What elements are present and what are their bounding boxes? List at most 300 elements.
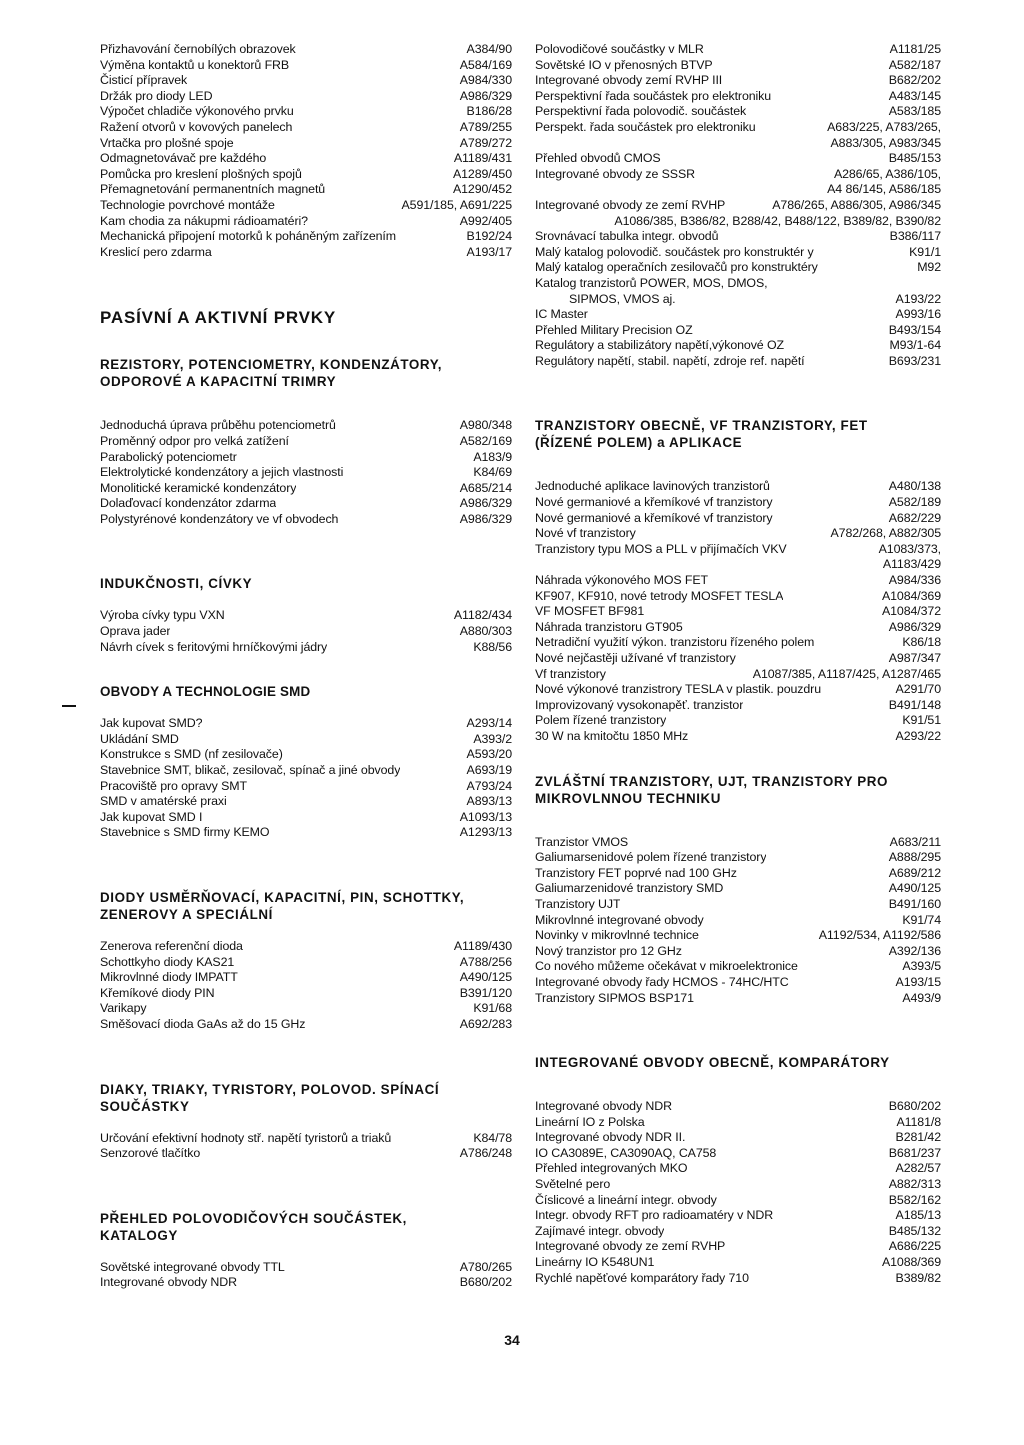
index-entry [535,198,941,214]
index-entry [535,1177,941,1193]
index-entry [100,450,512,466]
entry-reference: A1192/534, A1192/586 [818,928,941,943]
entry-title: Nové výkonové tranzistrory TESLA v plastik. pouzdru [535,682,821,697]
entry-reference: A789/255 [459,119,512,134]
entry-title: Integrované obvody ze zemí RVHP [535,1239,726,1254]
entry-title: Zenerova referenční dioda [100,939,243,953]
entry-reference: B389/82 [895,1270,941,1285]
entry-reference: A980/348 [459,418,512,433]
entry-reference: B682/202 [888,73,941,88]
index-entry [535,1099,941,1115]
spacer [535,369,941,417]
entry-title: Jak kupovat SMD? [100,716,203,731]
spacer [535,745,941,773]
entry-title: IC Master [535,307,588,322]
entry-reference: A880/303 [459,624,512,639]
entry-reference: K86/18 [902,635,941,650]
entry-title: Sovětské integrované obvody TTL [100,1259,285,1274]
entry-reference: B485/132 [888,1223,941,1238]
spacer [100,655,512,683]
index-entry [535,913,941,929]
spacer [100,923,512,939]
page-number: 34 [504,1332,520,1348]
entry-title: Stavebnice SMT, blikač, zesilovač, spínač a jiné obvody [100,763,401,778]
entry-reference: A582/189 [888,495,941,510]
entry-reference: A986/329 [459,88,512,103]
index-entry [535,944,941,960]
entry-title: Malý katalog polovodič. součástek pro konstruktér y [535,244,814,259]
entry-title: Integrované obvody NDR [535,1099,672,1114]
index-entry [100,58,512,74]
index-entry [100,104,512,120]
entry-reference: A782/268, A882/305 [830,526,941,541]
entry-title: IO CA3089E, CA3090AQ, CA758 [535,1145,717,1160]
entry-title: KF907, KF910, nové tetrody MOSFET TESLA [535,588,784,603]
index-entry [535,959,941,975]
index-entry [100,42,512,58]
entry-reference: A286/65, A386/105, [833,166,941,181]
entry-reference: A893/13 [466,794,512,809]
index-entry [100,434,512,450]
entry-reference: K84/69 [473,465,512,480]
index-entry [100,120,512,136]
index-entry [535,1224,941,1240]
entry-title: SIPMOS, VMOS aj. [569,291,676,306]
index-entry [535,120,941,136]
index-entry [100,418,512,434]
entry-title: Mikrovlnné integrované obvody [535,912,704,927]
entry-reference: M92 [917,260,941,275]
index-entry [100,167,512,183]
index-entry [100,1260,512,1276]
index-entry [535,991,941,1007]
section-heading: KATALOGY [100,1227,178,1243]
entry-reference: A1289/450 [452,166,512,181]
entry-reference: A1189/431 [453,151,512,166]
entry-reference: A1181/25 [889,42,941,56]
index-entry [535,1255,941,1271]
index-entry [100,608,512,624]
entry-reference: A384/90 [466,42,512,56]
index-entry [100,939,512,955]
spacer [535,1006,941,1054]
entry-title: Integrované obvody ze SSSR [535,166,695,181]
right-column [535,42,941,1286]
index-entry [535,323,941,339]
index-entry [535,1130,941,1146]
entry-reference: B680/202 [888,1099,941,1114]
index-entry [100,640,512,656]
entry-reference: A493/9 [902,990,941,1005]
spacer [100,1244,512,1260]
entry-reference: A1181/8 [896,1114,941,1129]
index-entry [100,214,512,230]
entry-reference: A583/185 [888,104,941,119]
index-entry [535,1146,941,1162]
entry-reference: B493/154 [888,322,941,337]
entry-title: Galiumarsenidové polem řízené tranzistory [535,850,767,865]
entry-title: Varikapy [100,1001,147,1016]
entry-reference: A984/330 [459,73,512,88]
index-entry [100,810,512,826]
entry-reference: A1183/429 [882,557,941,572]
entry-reference: A992/405 [459,213,512,228]
entry-reference: B491/148 [888,697,941,712]
entry-title: Přehled integrovaných MKO [535,1161,688,1176]
entry-reference: B681/237 [888,1145,941,1160]
index-entry [100,73,512,89]
entry-reference: A193/22 [895,291,941,306]
index-entry [535,167,941,183]
entry-title: 30 W na kmitočtu 1850 MHz [535,728,689,743]
entry-title: Ražení otvorů v kovových panelech [100,119,293,134]
index-entry [535,729,941,745]
entry-reference: A683/225, A783/265, [827,119,941,134]
index-entry [100,136,512,152]
index-entry [100,732,512,748]
entry-title: Polystyrénové kondenzátory ve vf obvodech [100,511,339,526]
entry-reference: K91/51 [902,713,941,728]
section-heading: ZENEROVY A SPECIÁLNÍ [100,907,273,922]
spacer [100,527,512,575]
entry-reference: B192/24 [466,229,512,244]
index-entry [535,1239,941,1255]
index-entry [100,496,512,512]
entry-reference: A685/214 [459,480,512,495]
entry-reference: B186/28 [466,104,512,119]
margin-dash [62,705,76,707]
index-entry [535,354,941,370]
entry-reference: A293/22 [895,728,941,743]
section-heading: MIKROVLNNOU TECHNIKU [535,790,722,806]
entry-reference: A393/5 [902,959,941,974]
index-entry [535,214,941,230]
entry-title: Čisticí přípravek [100,73,188,88]
section-heading: PŘEHLED POLOVODIČOVÝCH SOUČÁSTEK, [100,1210,407,1226]
index-entry [535,260,941,276]
entry-reference: A185/13 [895,1208,941,1223]
index-entry [535,1208,941,1224]
entry-reference: K91/68 [473,1001,512,1016]
spacer [535,1071,941,1099]
entry-title: Proměnný odpor pro velká zatížení [100,433,289,448]
spacer [100,592,512,608]
index-entry [535,89,941,105]
section-heading: DIAKY, TRIAKY, TYRISTORY, POLOVOD. SPÍNACÍ [100,1081,440,1097]
entry-title: Integr. obvody RFT pro radioamatéry v NDR [535,1208,774,1223]
entry-reference: K88/56 [473,639,512,654]
entry-reference: A789/272 [459,135,512,150]
index-entry [100,182,512,198]
index-entry [535,292,941,308]
index-entry [535,1115,941,1131]
entry-title: Perspektivní řada součástek pro elektroniku [535,88,772,103]
entry-reference: A1290/452 [452,182,512,197]
entry-title: Mechanická připojení motorků k poháněným zařízením [100,229,396,244]
entry-title: Srovnávací tabulka integr. obvodů [535,229,719,244]
entry-title: Nové vf tranzistory [535,526,636,541]
entry-title: Nové germaniové a křemíkové vf tranzistory [535,495,773,510]
entry-title: Mikrovlnné diody IMPATT [100,970,238,985]
entry-title: Katalog tranzistorů POWER, MOS, DMOS, [535,275,768,290]
entry-title: Tranzistor VMOS [535,834,629,849]
entry-reference: A984/336 [888,573,941,588]
index-entry [535,881,941,897]
entry-reference: A584/169 [459,57,512,72]
entry-title: Lineární IO z Polska [535,1114,645,1129]
entry-title: Číslicové a lineární integr. obvody [535,1192,717,1207]
entry-title: Výměna kontaktů u konektorů FRB [100,57,290,72]
entry-reference: A4 86/145, A586/185 [827,182,941,197]
entry-reference: A193/17 [466,244,512,259]
entry-title: Určování efektivní hodnoty stř. napětí tyristorů a triaků [100,1130,392,1145]
spacer [100,390,512,418]
entry-title: Co nového můžeme očekávat v mikroelektronice [535,959,798,974]
entry-title: Konstrukce s SMD (nf zesilovače) [100,747,283,762]
entry-reference: A1088/369 [881,1255,941,1270]
entry-title: Integrované obvody zemí RVHP III [535,73,723,88]
entry-title: Tranzistory typu MOS a PLL v přijímačích VKV [535,541,787,556]
entry-title: Oprava jader [100,624,171,639]
index-entry [535,975,941,991]
index-entry [100,245,512,261]
index-entry [100,747,512,763]
entry-reference: A987/347 [888,651,941,665]
index-entry [535,713,941,729]
index-entry [100,1017,512,1033]
index-entry [100,779,512,795]
spacer [100,1162,512,1210]
section-heading: PASÍVNÍ A AKTIVNÍ PRVKY [100,308,336,328]
entry-reference: A1086/385, B386/82, B288/42, B488/122, B389/82, B390/82 [614,213,941,228]
index-entry [535,698,941,714]
entry-title: Tranzistory SIPMOS BSP171 [535,990,694,1005]
entry-title: Zajímavé integr. obvody [535,1223,665,1238]
entry-reference: A1293/13 [459,825,512,840]
entry-reference: A793/24 [466,778,512,793]
index-entry [100,794,512,810]
entry-reference: A1093/13 [459,809,512,824]
section-heading: INTEGROVANÉ OBVODY OBECNĚ, KOMPARÁTORY [535,1055,890,1071]
entry-title: Přehled Military Precision OZ [535,322,693,337]
index-entry [535,276,941,292]
entry-title: Směšovací dioda GaAs až do 15 GHz [100,1016,306,1031]
entry-title: Kreslicí pero zdarma [100,244,212,259]
entry-title: Pomůcka pro kreslení plošných spojů [100,166,302,181]
index-entry [535,338,941,354]
entry-title: Monolitické keramické kondenzátory [100,480,297,495]
entry-reference: A686/225 [888,1239,941,1254]
entry-title: VF MOSFET BF981 [535,604,645,619]
entry-title: Jednoduché aplikace lavinových tranzistorů [535,479,770,494]
entry-title: Vrtačka pro plošné spoje [100,135,234,150]
entry-title: Držák pro diody LED [100,88,213,103]
spacer [535,451,941,479]
spacer [100,1115,512,1131]
entry-reference: A393/2 [473,731,512,746]
entry-reference: B485/153 [888,151,941,166]
entry-title: Tranzistory FET poprvé nad 100 GHz [535,865,737,880]
entry-title: Výroba cívky typu VXN [100,608,225,623]
entry-title: Regulátory napětí, stabil. napětí, zdroje ref. napětí [535,353,805,368]
entry-reference: K91/1 [909,244,941,259]
index-entry [535,42,941,58]
spacer [100,260,512,308]
entry-reference: A1087/385, A1187/425, A1287/465 [752,666,941,681]
index-entry [535,897,941,913]
entry-reference: B391/120 [459,985,512,1000]
entry-reference: A993/16 [895,307,941,322]
index-entry [100,624,512,640]
index-entry [535,245,941,261]
entry-title: Odmagnetovávač pre každého [100,151,267,166]
index-entry [100,512,512,528]
entry-title: Netradiční využití výkon. tranzistoru řízeného polem [535,635,815,650]
entry-reference: K84/78 [473,1130,512,1145]
entry-title: Perspekt. řada součástek pro elektroniku [535,119,756,134]
entry-reference: A1084/372 [881,604,941,619]
index-entry [535,182,941,198]
entry-reference: M93/1-64 [889,338,941,353]
entry-title: Ukládání SMD [100,731,179,746]
entry-reference: B386/117 [889,229,941,244]
index-entry [535,667,941,683]
index-entry [100,970,512,986]
entry-title: Nové germaniové a křemíkové vf tranzistory [535,510,773,525]
entry-reference: A882/313 [888,1177,941,1192]
entry-title: Elektrolytické kondenzátory a jejich vlastnosti [100,465,344,480]
index-entry [535,58,941,74]
index-entry [100,229,512,245]
index-entry [535,151,941,167]
index-entry [535,557,941,573]
entry-title: Jednoduchá úprava průběhu potenciometrů [100,418,336,433]
index-entry [535,850,941,866]
entry-title: Technologie povrchové montáže [100,197,275,212]
entry-reference: A888/295 [888,850,941,865]
entry-title: Malý katalog operačních zesilovačů pro konstruktéry [535,260,818,275]
entry-title: Náhrada tranzistoru GT905 [535,619,683,634]
section-heading: ODPOROVÉ A KAPACITNÍ TRIMRY [100,374,337,390]
index-entry [535,136,941,152]
index-entry [100,825,512,841]
entry-reference: A682/229 [888,510,941,525]
index-entry [100,1131,512,1147]
entry-title: Světelné pero [535,1177,611,1192]
entry-reference: A293/14 [466,716,512,731]
entry-title: Přizhavování černobílých obrazovek [100,42,296,56]
index-entry [535,229,941,245]
index-entry [535,604,941,620]
entry-title: Rychlé napěťové komparátory řady 710 [535,1270,749,1285]
index-entry [100,465,512,481]
entry-reference: A986/329 [459,496,512,511]
entry-title: Improvizovaný vysokonapěť. tranzistor [535,697,744,712]
entry-title: Integrované obvody řady HCMOS - 74HC/HTC [535,974,789,989]
entry-title: Sovětské IO v přenosných BTVP [535,57,713,72]
entry-reference: A986/329 [888,619,941,634]
entry-title: Dolaďovací kondenzátor zdarma [100,496,277,511]
entry-reference: A582/169 [459,433,512,448]
entry-reference: A183/9 [473,449,512,464]
index-entry [100,716,512,732]
index-entry [535,1271,941,1287]
entry-title: Parabolický potenciometr [100,449,237,464]
index-entry [535,620,941,636]
entry-reference: A291/70 [895,682,941,697]
section-heading: SOUČÁSTKY [100,1098,190,1114]
index-entry [535,307,941,323]
entry-title: Nové nejčastěji užívané vf tranzistory [535,651,736,665]
index-entry [535,589,941,605]
index-entry [535,511,941,527]
entry-title: Výpočet chladiče výkonového prvku [100,104,294,119]
index-entry [535,1161,941,1177]
entry-reference: A1084/369 [881,588,941,603]
entry-title: Integrované obvody NDR [100,1275,237,1290]
spacer [100,1033,512,1081]
entry-title: Přemagnetování permanentních magnetů [100,182,326,197]
section-heading: OBVODY A TECHNOLOGIE SMD [100,684,311,700]
entry-reference: A683/211 [889,834,941,849]
left-column [100,42,512,1291]
entry-reference: A1083/373, [878,541,941,556]
entry-title: Polem řízené tranzistory [535,713,667,728]
index-entry [100,955,512,971]
section-heading: (ŘÍZENÉ POLEM) a APLIKACE [535,435,743,451]
entry-reference: A692/283 [459,1016,512,1031]
index-entry [535,542,941,558]
index-entry [535,651,941,667]
entry-reference: A282/57 [895,1161,941,1176]
entry-reference: A593/20 [466,747,512,762]
index-entry [535,1193,941,1209]
entry-title: SMD v amatérské praxi [100,794,227,809]
entry-reference: B693/231 [888,353,941,368]
index-entry [100,89,512,105]
index-entry [100,481,512,497]
entry-title: Polovodičové součástky v MLR [535,42,704,56]
entry-title: Stavebnice s SMD firmy KEMO [100,825,270,840]
entry-title: Křemíkové diody PIN [100,985,215,1000]
entry-reference: A780/265 [459,1259,512,1274]
index-entry [100,1275,512,1291]
entry-reference: B491/160 [888,896,941,911]
spacer [100,841,512,889]
entry-title: Lineárny IO K548UN1 [535,1255,655,1270]
index-entry [100,151,512,167]
section-heading: DIODY USMĚRŇOVACÍ, KAPACITNÍ, PIN, SCHOTTKY, [100,890,465,905]
index-entry [535,573,941,589]
index-entry [535,479,941,495]
index-entry [100,986,512,1002]
entry-reference: A392/136 [888,943,941,958]
index-entry [100,1001,512,1017]
entry-title: Regulátory a stabilizátory napětí,výkonové OZ [535,338,784,353]
index-entry [535,866,941,882]
entry-reference: K91/74 [902,912,941,927]
index-entry [535,104,941,120]
section-heading: TRANZISTORY OBECNĚ, VF TRANZISTORY, FET [535,418,868,434]
spacer [100,328,512,356]
entry-reference: A693/19 [466,763,512,778]
entry-reference: A786/265, A886/305, A986/345 [772,197,941,212]
index-entry [535,835,941,851]
entry-reference: B582/162 [888,1192,941,1207]
entry-title: Kam chodia za nákupmi rádioamatéri? [100,213,308,228]
entry-title: Tranzistory UJT [535,896,621,911]
index-entry [535,495,941,511]
